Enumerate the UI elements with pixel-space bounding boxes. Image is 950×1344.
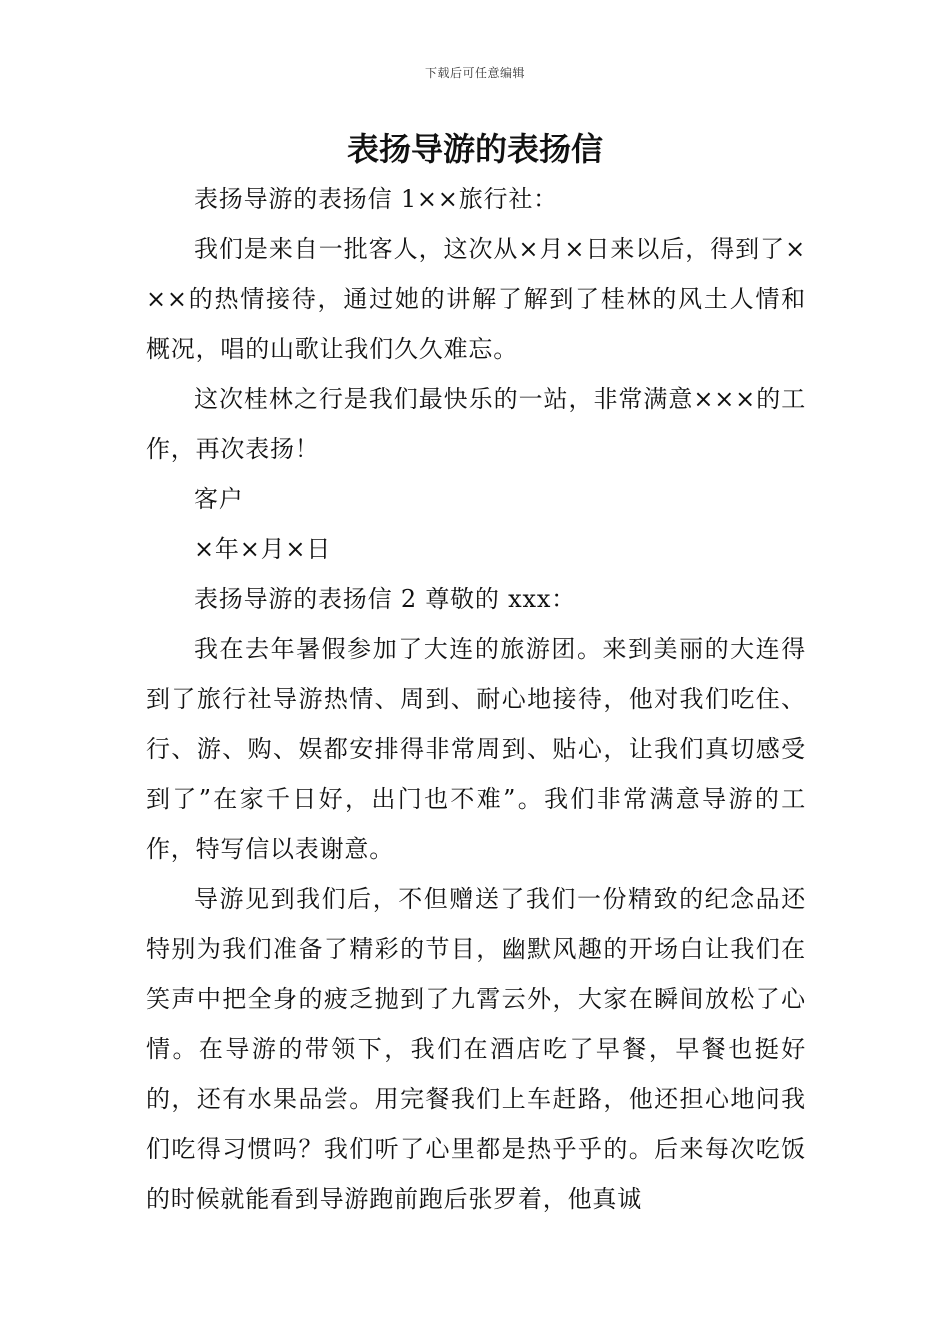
letter2-heading: 表扬导游的表扬信 2 尊敬的 xxx： <box>194 585 576 613</box>
letter1-paragraph-1: 我们是来自一批客人，这次从×月×日来以后，得到了×××的热情接待，通过她的讲解了解到了桂林的风土人情和概况，唱的山歌让我们久久难忘。 <box>146 235 806 363</box>
letter-body <box>146 174 806 1224</box>
letter1-signature: 客户 <box>194 485 244 513</box>
letter1-heading: 表扬导游的表扬信 1××旅行社： <box>194 185 558 213</box>
document-title: 表扬导游的表扬信 <box>346 130 603 168</box>
letter1-date: ×年×月×日 <box>194 535 332 563</box>
header-note: 下载后可任意编辑 <box>424 66 525 80</box>
letter2-paragraph-1: 我在去年暑假参加了大连的旅游团。来到美丽的大连得到了旅行社导游热情、周到、耐心地接待，他对我们吃住、行、游、购、娱都安排得非常周到、贴心，让我们真切感受到了”在家千日好，出门也不难”。我们非常满意导游的工作，特写信以表谢意。 <box>146 635 806 863</box>
letter1-paragraph-2: 这次桂林之行是我们最快乐的一站，非常满意×××的工作，再次表扬！ <box>146 385 806 463</box>
letter2-paragraph-2: 导游见到我们后，不但赠送了我们一份精致的纪念品还特别为我们准备了精彩的节目，幽默风趣的开场白让我们在笑声中把全身的疲乏抛到了九霄云外，大家在瞬间放松了心情。在导游的带领下，我们在酒店吃了早餐，早餐也挺好的，还有水果品尝。用完餐我们上车赶路，他还担心地问我们吃得习惯吗？我们听了心里都是热乎乎的。后来每次吃饭的时候就能看到导游跑前跑后张罗着，他真诚 <box>146 885 806 1213</box>
